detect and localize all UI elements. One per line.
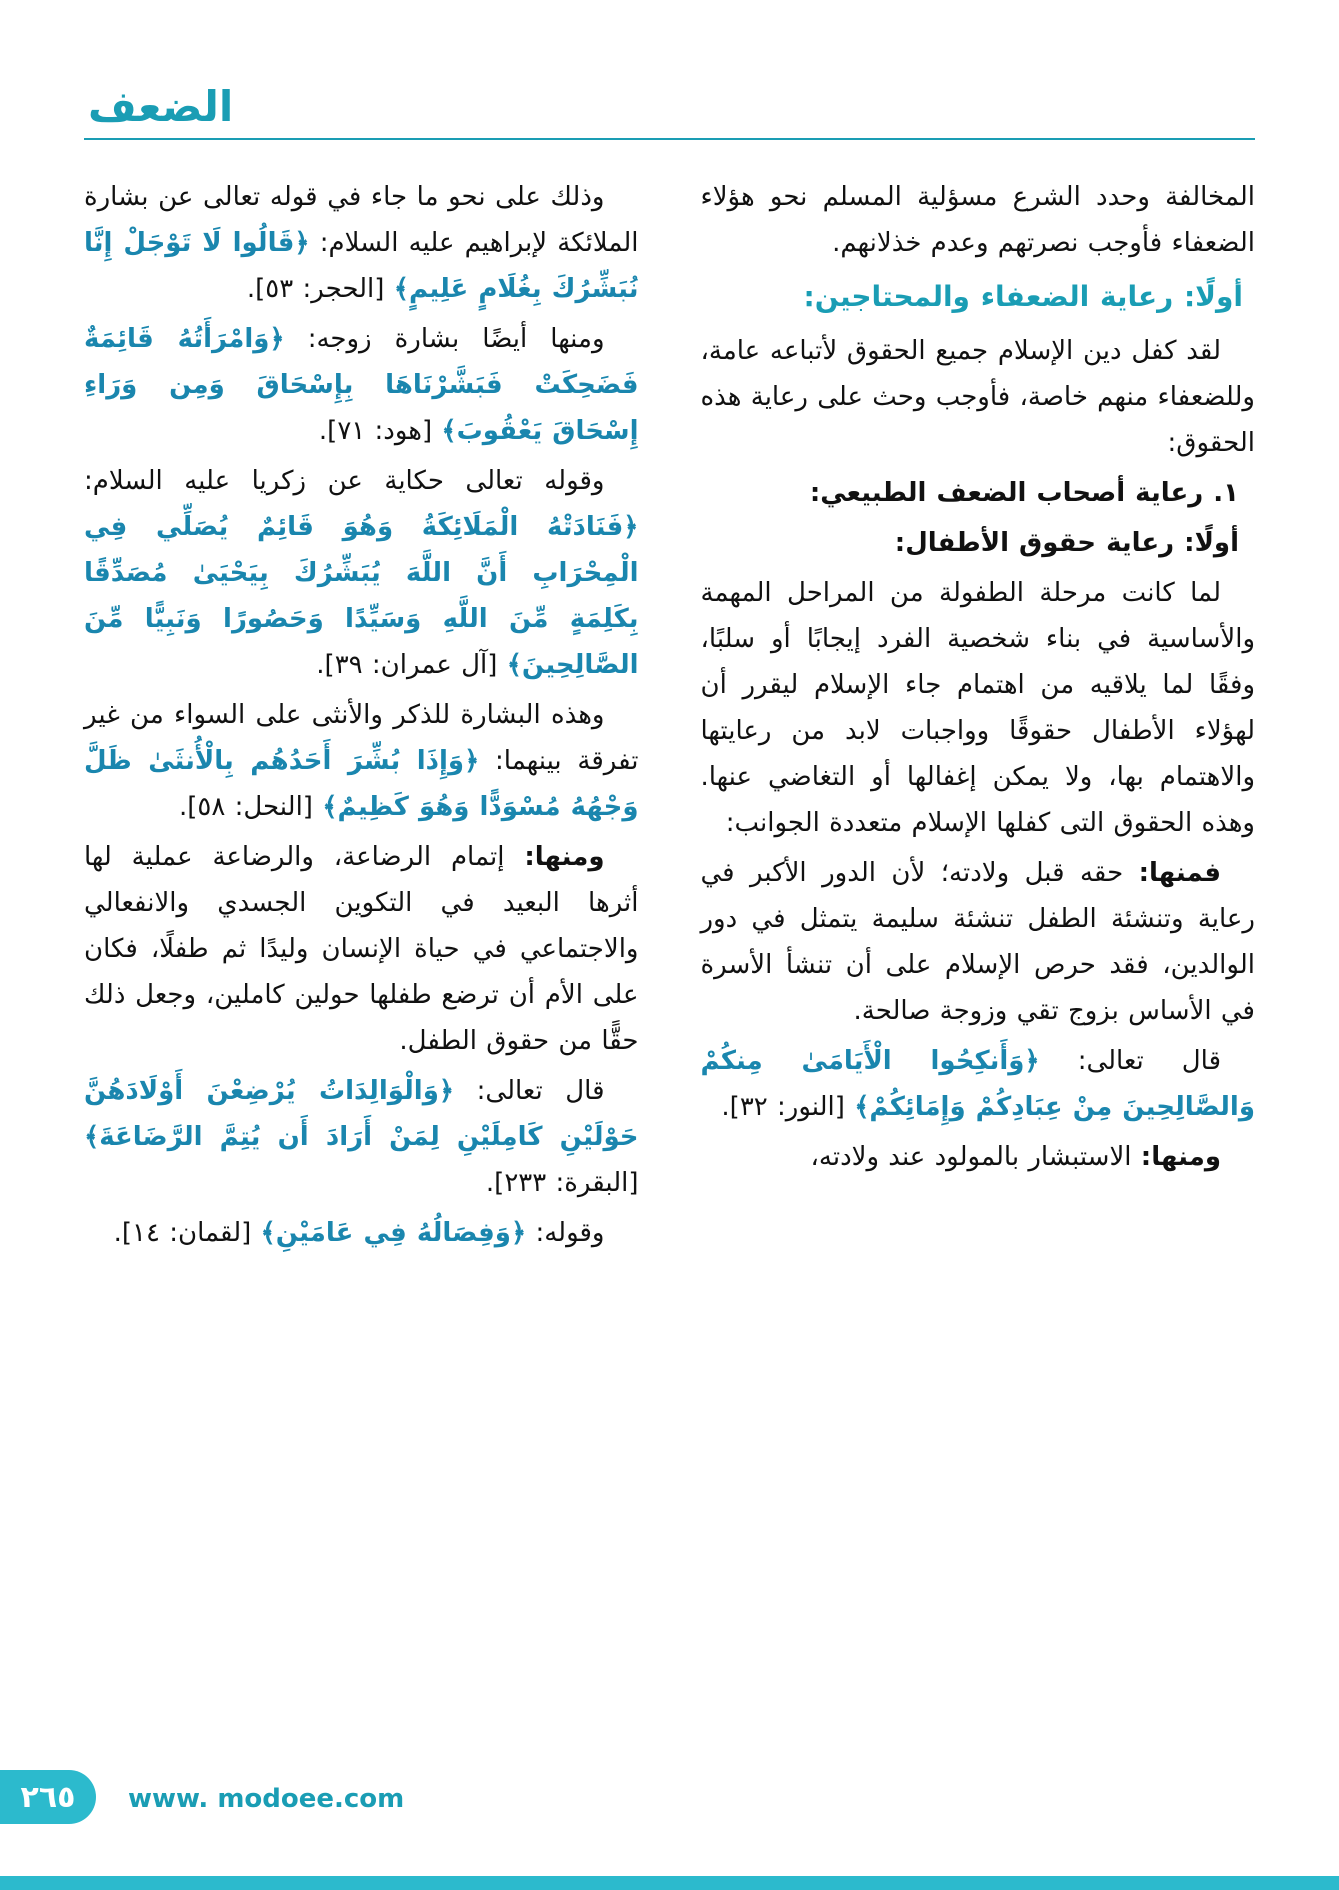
quran-verse: ﴿قَالُوا لَا تَوْجَلْ إِنَّا نُبَشِّرُكَ بِغُلَامٍ عَلِيمٍ﴾ bbox=[84, 228, 639, 305]
verse-reference: [النحل: ٥٨]. bbox=[178, 792, 313, 823]
text-segment: أولًا: رعاية الضعفاء والمحتاجين: bbox=[803, 280, 1243, 314]
column-left bbox=[84, 174, 639, 1260]
content-columns bbox=[84, 174, 1255, 1260]
text-segment: المخالفة وحدد الشرع مسؤلية المسلم نحو هؤلاء الضعفاء فأوجب نصرتهم وعدم خذلانهم. bbox=[700, 182, 1255, 259]
paragraph bbox=[701, 850, 1256, 1034]
quran-verse: ﴿وَالْوَالِدَاتُ يُرْضِعْنَ أَوْلَادَهُنَّ حَوْلَيْنِ كَامِلَيْنِ لِمَنْ أَرَادَ أَن يُتِمَّ الرَّضَاعَةَ﴾ bbox=[84, 1076, 639, 1153]
bold-lead: ١. رعاية أصحاب الضعف الطبيعي: bbox=[809, 478, 1239, 509]
bold-lead: فمنها: bbox=[1138, 858, 1222, 889]
verse-reference: [لقمان: ١٤]. bbox=[113, 1218, 252, 1249]
bold-lead: ومنها: bbox=[1140, 1142, 1221, 1173]
page-title: الضعف bbox=[88, 82, 234, 131]
section-heading bbox=[701, 274, 1256, 320]
paragraph bbox=[701, 570, 1256, 846]
bold-lead: ومنها: bbox=[524, 842, 605, 873]
verse-reference: [الحجر: ٥٣]. bbox=[246, 274, 385, 305]
text-segment: وقوله: bbox=[535, 1218, 605, 1249]
text-segment: لما كانت مرحلة الطفولة من المراحل المهمة والأساسية في بناء شخصية الفرد إيجابًا أو سلبًا، وفقًا لما يلاقيه من اهتمام جاء الإسلام ليقرر أن لهؤلاء الأطفال حقوقًا وواجبات لابد من رعايتها والاهتمام بها، ولا يمكن إغفالها أو التغاضي عنها. وهذه الحقوق التى كفلها الإسلام متعددة الجوانب: bbox=[700, 578, 1255, 839]
text-segment: وذلك على نحو ما جاء في قوله تعالى عن بشارة الملائكة لإبراهيم عليه السلام: bbox=[84, 182, 639, 259]
text-segment: قال تعالى: bbox=[476, 1076, 605, 1107]
verse-reference: [النور: ٣٢]. bbox=[721, 1092, 845, 1123]
text-segment: الاستبشار بالمولود عند ولادته، bbox=[810, 1142, 1132, 1173]
text-segment: وهذه البشارة للذكر والأنثى على السواء من غير تفرقة بينهما: bbox=[84, 700, 639, 777]
verse-reference: [آل عمران: ٣٩]. bbox=[316, 650, 498, 681]
footer-bar bbox=[0, 1876, 1339, 1890]
paragraph bbox=[701, 1038, 1256, 1130]
website-link[interactable]: www. modoee.com bbox=[128, 1784, 405, 1814]
section-heading bbox=[701, 520, 1256, 566]
paragraph bbox=[84, 1068, 639, 1206]
verse-reference: [البقرة: ٢٣٣]. bbox=[485, 1168, 639, 1199]
page-header bbox=[84, 84, 1255, 140]
text-segment: إتمام الرضاعة، والرضاعة عملية لها أثرها البعيد في التكوين الجسدي والانفعالي والاجتماعي في حياة الإنسان وليدًا ثم طفلًا، فكان على الأم أن ترضع طفلها حولين كاملين، وجعل ذلك حقًّا من حقوق الطفل. bbox=[84, 842, 639, 1057]
page-number: ٢٦٥ bbox=[20, 1779, 76, 1815]
paragraph bbox=[701, 328, 1256, 466]
column-right bbox=[701, 174, 1256, 1184]
paragraph bbox=[84, 458, 639, 688]
text-segment: لقد كفل دين الإسلام جميع الحقوق لأتباعه عامة، وللضعفاء منهم خاصة، فأوجب وحث على رعاية هذه الحقوق: bbox=[700, 336, 1255, 459]
quran-verse: ﴿وَامْرَأَتُهُ قَائِمَةٌ فَضَحِكَتْ فَبَشَّرْنَاهَا بِإِسْحَاقَ وَمِن وَرَاءِ إِسْحَاقَ يَعْقُوبَ﴾ bbox=[84, 324, 639, 447]
paragraph bbox=[84, 692, 639, 830]
text-segment: حقه قبل ولادته؛ لأن الدور الأكبر في رعاية وتنشئة الطفل تنشئة سليمة يتمثل في دور الوالدين، فقد حرص الإسلام على أن تنشأ الأسرة في الأساس بزوج تقي وزوجة صالحة. bbox=[700, 858, 1255, 1027]
quran-verse: ﴿وَإِذَا بُشِّرَ أَحَدُهُم بِالْأُنثَىٰ ظَلَّ وَجْهُهُ مُسْوَدًّا وَهُوَ كَظِيمٌ﴾ bbox=[84, 746, 639, 823]
page-number-tab bbox=[0, 1770, 96, 1824]
paragraph bbox=[84, 834, 639, 1064]
text-segment: قال تعالى: bbox=[1077, 1046, 1221, 1077]
section-heading bbox=[701, 470, 1256, 516]
verse-reference: [هود: ٧١]. bbox=[318, 416, 433, 447]
header-rule bbox=[84, 138, 1255, 140]
text-segment: ومنها أيضًا بشارة زوجه: bbox=[307, 324, 605, 355]
paragraph bbox=[84, 316, 639, 454]
page-footer bbox=[0, 1750, 1339, 1890]
quran-verse: ﴿وَفِصَالُهُ فِي عَامَيْنِ﴾ bbox=[260, 1218, 527, 1249]
bold-lead: أولًا: رعاية حقوق الأطفال: bbox=[894, 528, 1239, 559]
paragraph bbox=[701, 174, 1256, 266]
quran-verse: ﴿وَأَنكِحُوا الْأَيَامَىٰ مِنكُمْ وَالصَّالِحِينَ مِنْ عِبَادِكُمْ وَإِمَائِكُمْ﴾ bbox=[700, 1046, 1255, 1123]
quran-verse: ﴿فَنَادَتْهُ الْمَلَائِكَةُ وَهُوَ قَائِمٌ يُصَلِّي فِي الْمِحْرَابِ أَنَّ اللَّهَ يُبَشِّرُكَ بِيَحْيَىٰ مُصَدِّقًا بِكَلِمَةٍ مِّنَ اللَّهِ وَسَيِّدًا وَحَصُورًا وَنَبِيًّا مِّنَ الصَّالِحِينَ﴾ bbox=[84, 512, 639, 681]
paragraph bbox=[84, 174, 639, 312]
text-segment: وقوله تعالى حكاية عن زكريا عليه السلام: bbox=[84, 466, 605, 497]
paragraph bbox=[701, 1134, 1256, 1180]
paragraph bbox=[84, 1210, 639, 1256]
